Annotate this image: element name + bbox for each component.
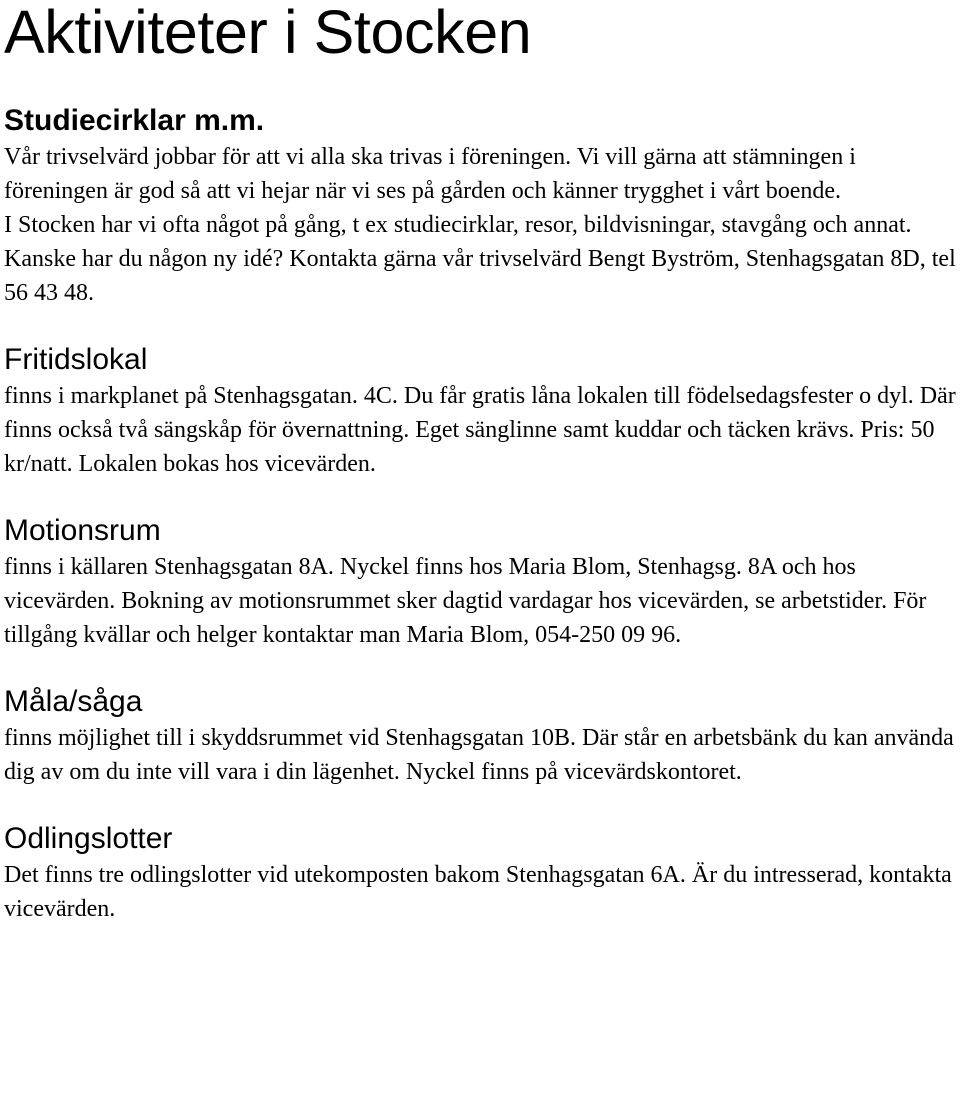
page-title: Aktiviteter i Stocken <box>4 0 532 66</box>
section-heading-fritidslokal: Fritidslokal <box>4 343 148 376</box>
section-mala-saga-paragraph: finns möjlighet till i skyddsrummet vid Stenhagsgatan 10B. Där står en arbetsbänk du kan använda dig av om du inte vill vara i din lägenhet. Nyckel finns på vicevärdskontoret. <box>4 725 954 785</box>
section-heading-studiecirklar: Studiecirklar m.m. <box>4 104 265 137</box>
section-odlingslotter-paragraph: Det finns tre odlingslotter vid utekomposten bakom Stenhagsgatan 6A. Är du intresserad, kontakta vicevärden. <box>4 862 952 922</box>
section-fritidslokal-paragraph: finns i markplanet på Stenhagsgatan. 4C. Du får gratis låna lokalen till födelsedagsfester o dyl. Där finns också två sängskåp för övernattning. Eget sänglinne samt kuddar och täcken krävs. Pris: 50 kr/natt. Lokalen bokas hos vicevärden. <box>4 383 956 477</box>
document-page <box>4 0 956 926</box>
section-motionsrum-paragraph: finns i källaren Stenhagsgatan 8A. Nyckel finns hos Maria Blom, Stenhagsg. 8A och hos vicevärden. Bokning av motionsrummet sker dagtid vardagar hos vicevärden, se arbetstider. För tillgång kvällar och helger kontaktar man Maria Blom, 054-250 09 96. <box>4 554 927 648</box>
section-heading-mala-saga: Måla/såga <box>4 685 143 718</box>
section-heading-odlingslotter: Odlingslotter <box>4 822 173 855</box>
section-studiecirklar-paragraph-2: I Stocken har vi ofta något på gång, t ex studiecirklar, resor, bildvisningar, stavgång och annat. Kanske har du någon ny idé? Kontakta gärna vår trivselvärd Bengt Byström, Stenhagsgatan 8D, tel 56 43 48. <box>4 212 956 306</box>
section-studiecirklar-paragraph-1: Vår trivselvärd jobbar för att vi alla ska trivas i föreningen. Vi vill gärna att stämningen i föreningen är god så att vi hejar när vi ses på gården och känner trygghet i vårt boende. <box>4 144 856 204</box>
section-heading-motionsrum: Motionsrum <box>4 514 161 547</box>
